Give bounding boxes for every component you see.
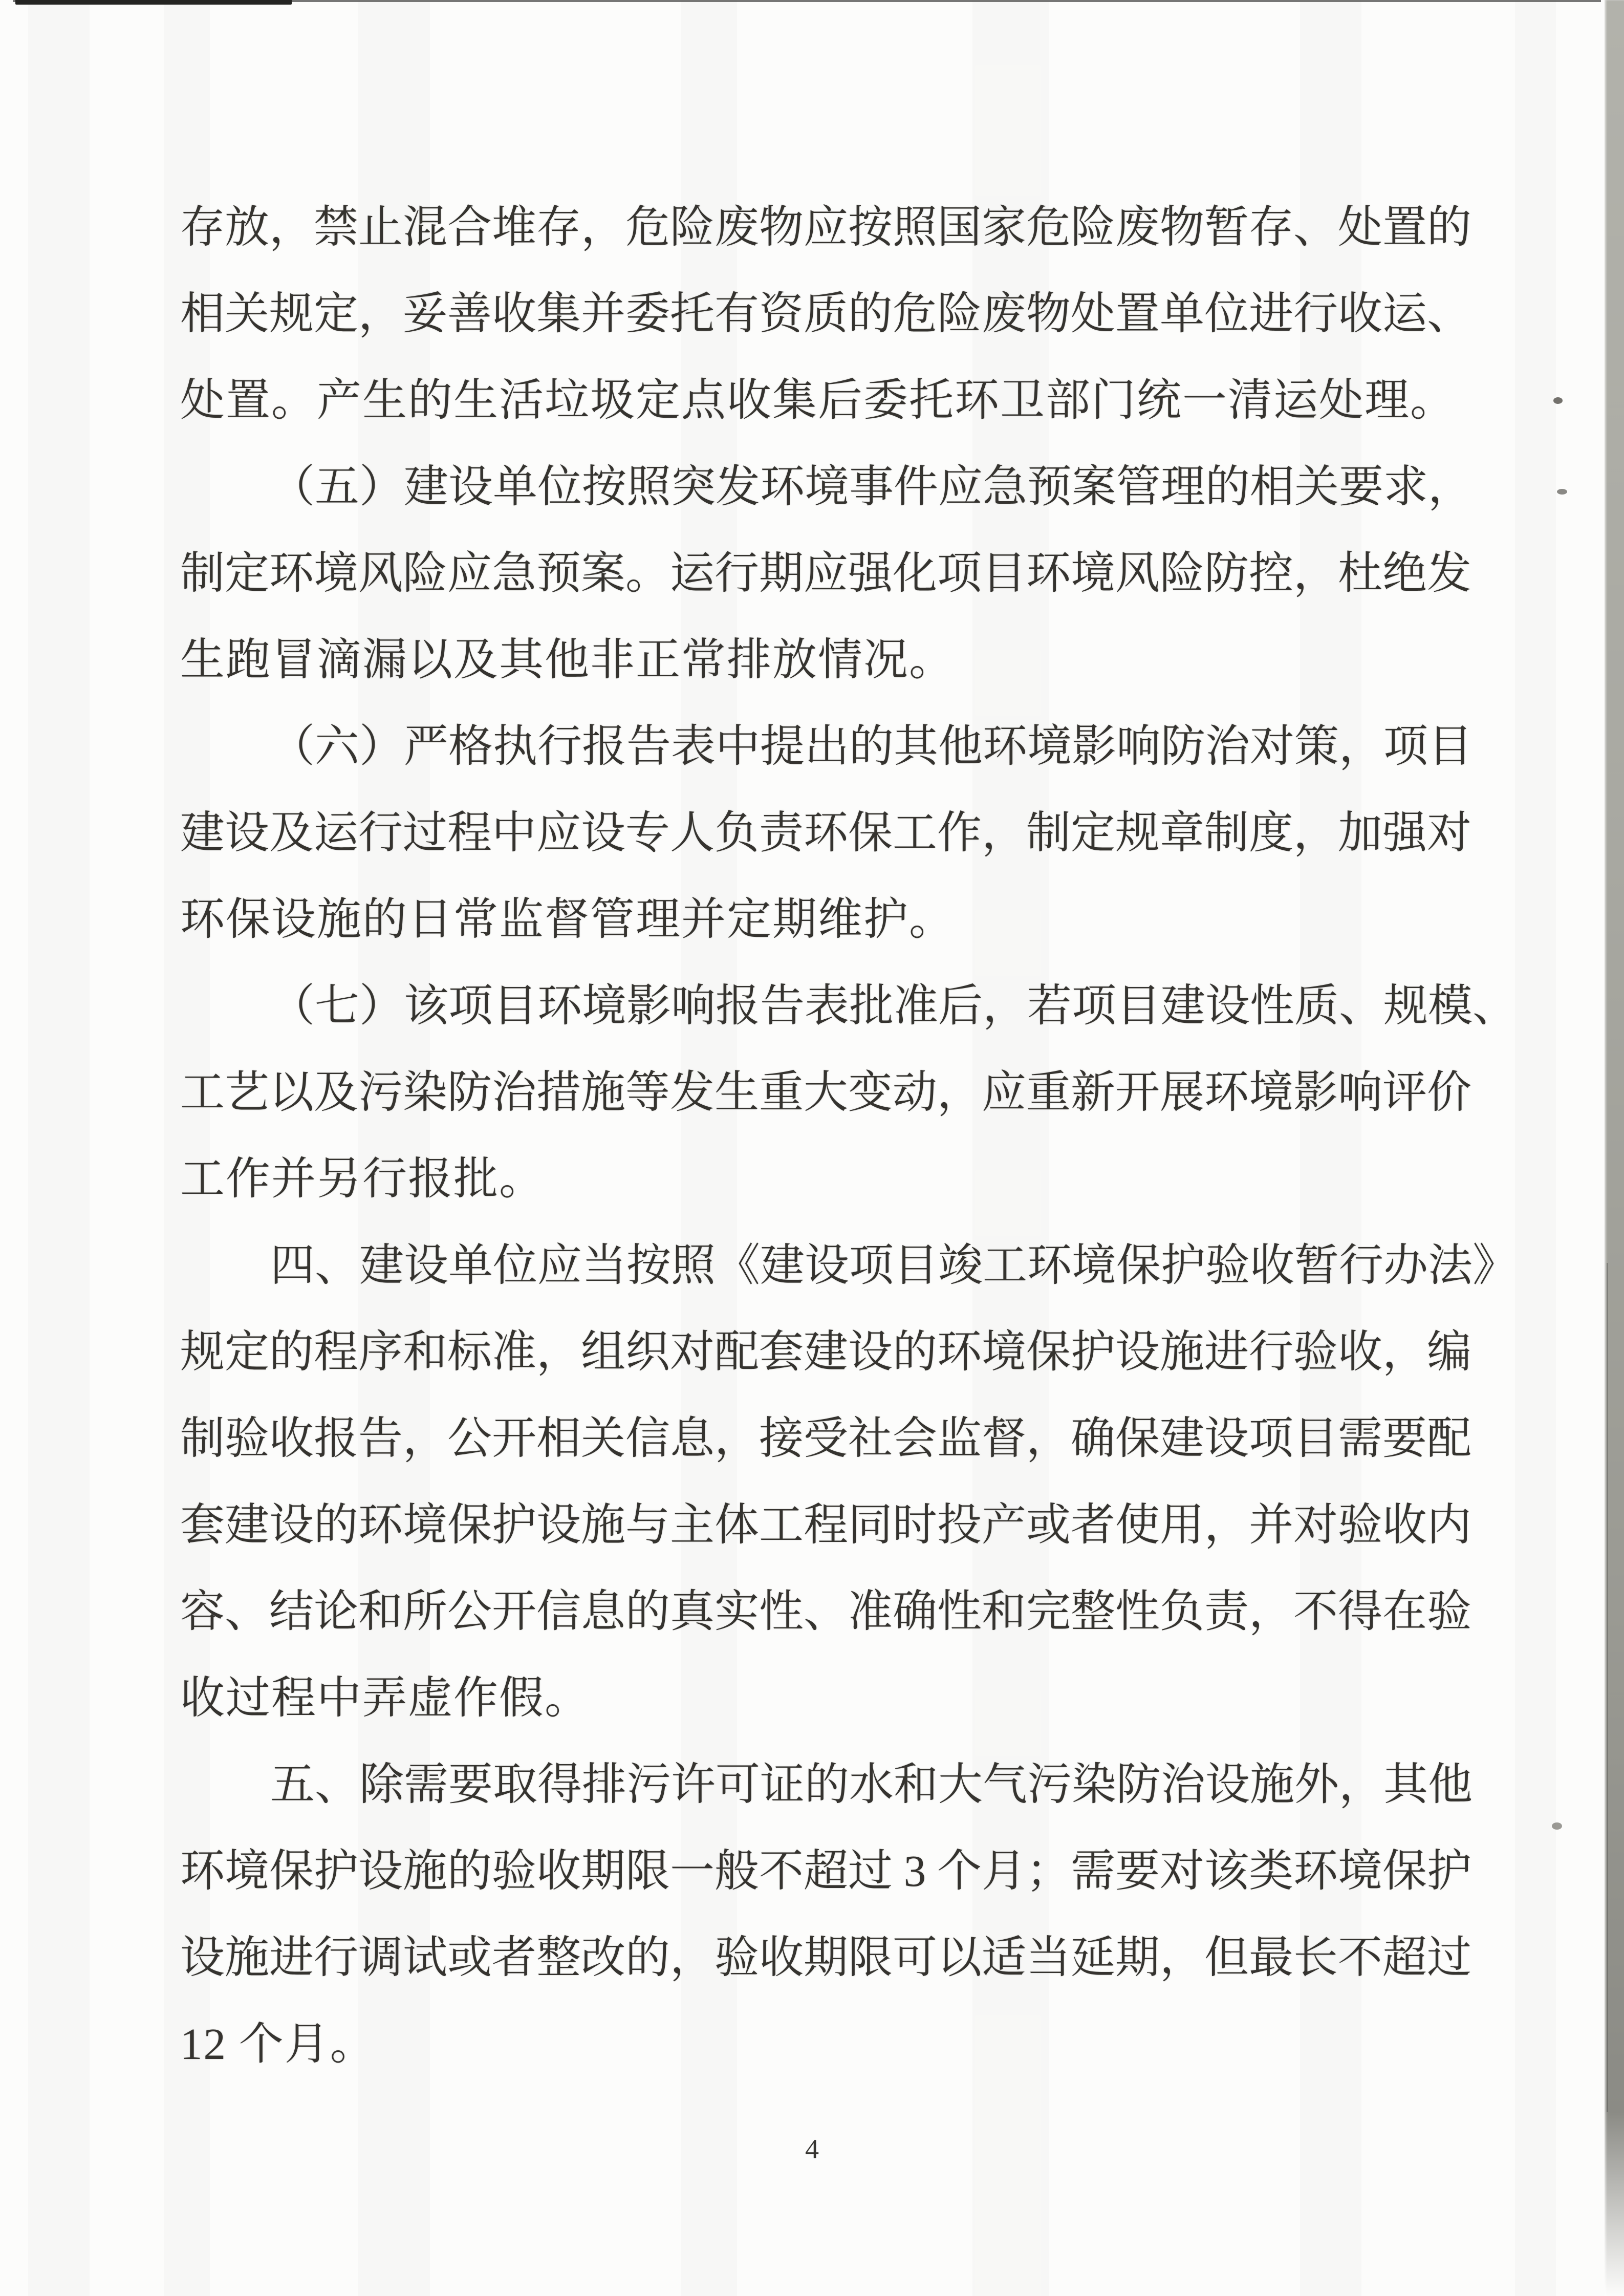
page-number: 4 [805, 2134, 819, 2164]
text-line: 相 关 规 定 ， 妥 善 收 集 并 委 托 有 资 质 的 危 险 废 物 处 置 单 位 进 行 收 运 、 [180, 289, 1471, 338]
text-line: 处置。产生的生活垃圾定点收集后委托环卫部门统一清运处理。 [180, 375, 1456, 425]
text-line: 四 、 建 设 单 位 应 当 按 照 《 建 设 项 目 竣 工 环 境 保 护 验 收 暂 行 办 法 》 [270, 1240, 1517, 1290]
text-line: 工 艺 以 及 污 染 防 治 措 施 等 发 生 重 大 变 动 ， 应 重 新 开 展 环 境 影 响 评 价 [180, 1067, 1471, 1117]
text-line: 容 、 结 论 和 所 公 开 信 息 的 真 实 性 、 准 确 性 和 完 整 性 负 责 ， 不 得 在 验 [180, 1586, 1471, 1636]
scan-streak [28, 0, 90, 2296]
text-line: 套 建 设 的 环 境 保 护 设 施 与 主 体 工 程 同 时 投 产 或 者 使 用 ， 并 对 验 收 内 [180, 1500, 1471, 1550]
scan-artifact-speck [1557, 489, 1567, 495]
text-line: 生跑冒滴漏以及其他非正常排放情况。 [180, 635, 955, 684]
scan-streak [1515, 0, 1556, 2296]
text-line: 收过程中弄虚作假。 [180, 1673, 590, 1723]
text-line: 工作并另行报批。 [180, 1154, 545, 1204]
text-line: 建 设 及 运 行 过 程 中 应 设 专 人 负 责 环 保 工 作 ， 制 定 规 章 制 度 ， 加 强 对 [180, 808, 1471, 857]
text-line: 五 、 除 需 要 取 得 排 污 许 可 证 的 水 和 大 气 污 染 防 治 设 施 外 ， 其 他 [270, 1759, 1473, 1809]
text-line: 制 定 环 境 风 险 应 急 预 案 。 运 行 期 应 强 化 项 目 环 境 风 险 防 控 ， 杜 绝 发 [180, 548, 1471, 598]
text-line: 规 定 的 程 序 和 标 准 ， 组 织 对 配 套 建 设 的 环 境 保 护 设 施 进 行 验 收 ， 编 [180, 1327, 1471, 1377]
text-line: 环保设施的日常监督管理并定期维护。 [180, 894, 955, 944]
text-line: （ 五 ） 建 设 单 位 按 照 突 发 环 境 事 件 应 急 预 案 管 理 的 相 关 要 求 ， [270, 462, 1473, 511]
scan-artifact-speck [1553, 397, 1563, 404]
text-line: 12 个月。 [180, 2019, 376, 2069]
text-line: （ 七 ） 该 项 目 环 境 影 响 报 告 表 批 准 后 ， 若 项 目 建 设 性 质 、 规 模 、 [270, 981, 1517, 1031]
text-line: （ 六 ） 严 格 执 行 报 告 表 中 提 出 的 其 他 环 境 影 响 防 治 对 策 ， 项 目 [270, 721, 1473, 771]
scan-artifact-page-edge [1605, 0, 1624, 2296]
text-line: 存 放 ， 禁 止 混 合 堆 存 ， 危 险 废 物 应 按 照 国 家 危 险 废 物 暂 存 、 处 置 的 [180, 202, 1471, 252]
text-line: 设 施 进 行 调 试 或 者 整 改 的 ， 验 收 期 限 可 以 适 当 延 期 ， 但 最 长 不 超 过 [180, 1933, 1471, 1982]
text-line: 制 验 收 报 告 ， 公 开 相 关 信 息 ， 接 受 社 会 监 督 ， 确 保 建 设 项 目 需 要 配 [180, 1413, 1471, 1463]
document-body [180, 184, 1517, 2087]
text-line: 环 境 保 护 设 施 的 验 收 期 限 一 般 不 超 过 3 个 月 ； 需 要 对 该 类 环 境 保 护 [180, 1846, 1471, 1896]
scan-artifact-speck [1552, 1822, 1562, 1830]
scan-artifact-top-bar [15, 0, 292, 5]
